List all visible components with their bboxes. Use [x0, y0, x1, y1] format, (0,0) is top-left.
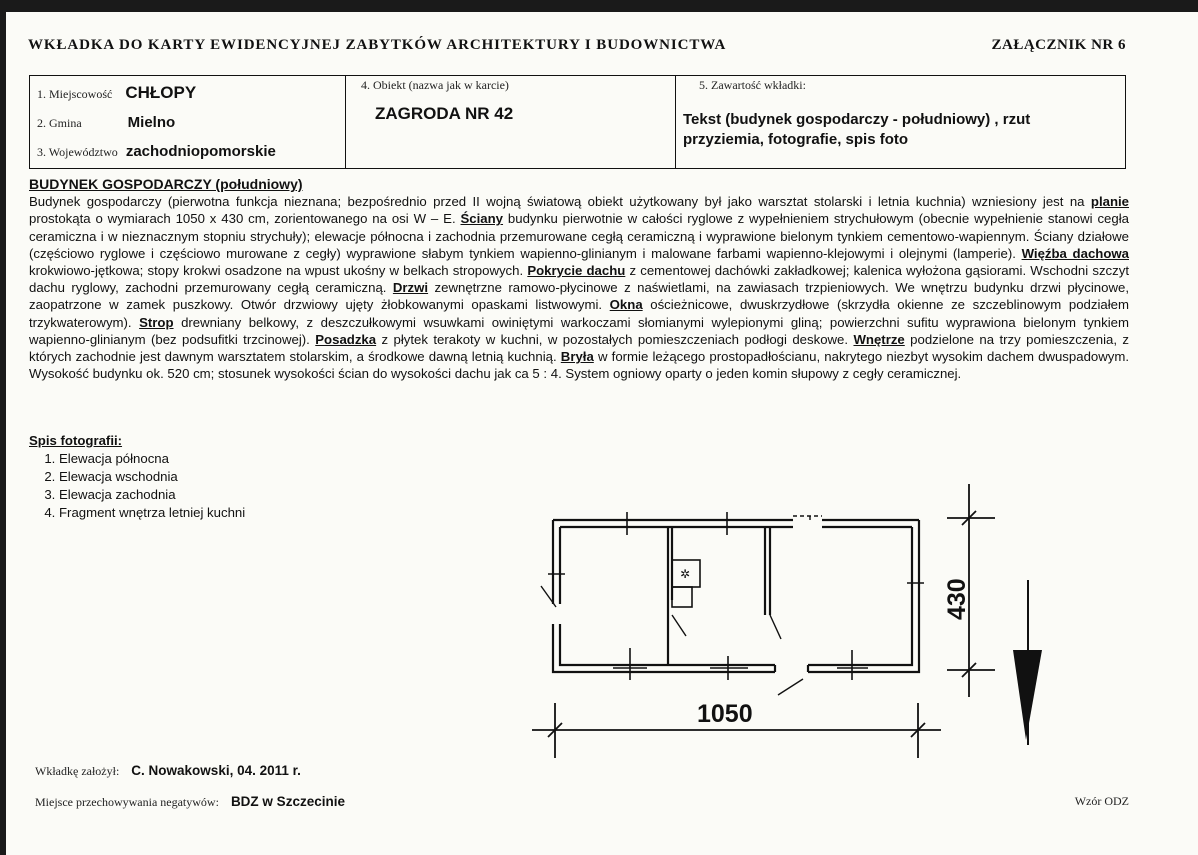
- storage-row: [35, 793, 345, 811]
- description-text: podzielone na trzy pomieszczenia, z których zachodnie jest dawnym warsztatem stolarskim, a środkowe dawną letnią kuchnią.: [29, 331, 1130, 365]
- keyword-walls: Ściany: [460, 211, 504, 227]
- list-item: 1. Elewacja północna: [59, 450, 245, 468]
- storage-value: BDZ w Szczecinie: [230, 794, 345, 809]
- photo-list-heading: Spis fotografii:: [29, 433, 123, 448]
- chimney-icon: ✲: [680, 567, 691, 581]
- description-text: prostokąta o wymiarach 1050 x 430 cm, zorientowanego na osi W – E.: [29, 211, 461, 227]
- keyword-interior: Wnętrze: [853, 331, 905, 347]
- commune-label: 2. Gmina: [37, 116, 82, 130]
- description-text: budynku pierwotnie w całości ryglowe z wypełnieniem strychułowym (obecnie wypełnienie stanowi cegła ceramiczna i w nieznacznym stopniu strychuły); elewacje północna i zachodnia przemurowane cegłą ceramiczną i wyprawione bielonym tynkiem cementowo-wapiennym. Ściany działowe (częściowo ryglowe i częściowo murowane z cegły) wyprawione słabym tynkiem wapienno-glinianym i malowane farbami wapienno-klejowymi i olejnymi (lamperie).: [29, 211, 1129, 261]
- width-dimension: 1050: [697, 700, 753, 728]
- locality-value: CHŁOPY: [125, 83, 197, 102]
- description-text: zewnętrzne ramowo-płycinowe z naświetlami, na zawiasach trzpieniowych. We wnętrzu budynku drzwi płycinowe, zaopatrzone w zamek puszkowy. Otwór drzwiowy ujęty żłobkowanymi opaskami listwowymi.: [29, 280, 1129, 313]
- list-item: 2. Elewacja wschodnia: [59, 468, 245, 486]
- commune-value: Mielno: [127, 114, 176, 131]
- keyword-roofing: Pokrycie dachu: [527, 263, 626, 279]
- description-text: w formie leżącego prostopadłościanu, nakrytego niezbyt wysokim dachem dwuspadowym. Wysokość budynku ok. 520 cm; stosunek wysokości ścian do wysokości dachu jak ca 5 : 4. System ogniowy oparty o jeden komin słupowy z cegły ceramicznej.: [29, 349, 1129, 382]
- document-title: WKŁADKA DO KARTY EWIDENCYJNEJ ZABYTKÓW ARCHITEKTURY I BUDOWNICTWA: [28, 37, 727, 53]
- contents-value-line1: Tekst (budynek gospodarczy - południowy) , rzut: [683, 111, 1031, 128]
- attachment-number: ZAŁĄCZNIK NR 6: [991, 37, 1126, 53]
- list-item: 3. Elewacja zachodnia: [59, 486, 245, 504]
- object-value: ZAGRODA NR 42: [375, 104, 514, 123]
- depth-dimension: 430: [943, 578, 971, 620]
- description-text: ościeżnicowe, dwuskrzydłowe (skrzydła okienne ze szczeblinowym podziałem trzykwaterowym).: [29, 297, 1129, 330]
- north-arrow-icon: [1013, 580, 1042, 745]
- province-value: zachodniopomorskie: [125, 143, 276, 160]
- storage-label: Miejsce przechowywania negatywów:: [35, 795, 219, 809]
- locality-label: 1. Miejscowość: [37, 87, 113, 101]
- description-heading: BUDYNEK GOSPODARCZY (południowy): [29, 176, 303, 192]
- author-row: [35, 762, 301, 780]
- description-text: z cementowej dachówki zakładkowej; kalenica wyłożona gąsiorami. Wschodni szczyt dachu ryglowy, zachodni przemurowany cegłą ceramiczną.: [29, 263, 1129, 296]
- description-text: Budynek gospodarczy (pierwotna funkcja nieznana; bezpośrednio przed II wojną światową obiekt użytkowany był jako warsztat stolarski i letnia kuchnia) wzniesiony jest na: [29, 194, 1091, 210]
- keyword-ceiling: Strop: [139, 314, 174, 330]
- description-text: drewniany belkowy, z deszczułkowymi wsuwkami owiniętymi warkoczami słomianymi wylepionymi gliną; powierzchni sufitu wyprawiona bielonym tynkiem wapienno-glinianym (bez podsufitki trzcinowej).: [29, 314, 1129, 347]
- description-text: z płytek terakoty w kuchni, w pozostałych pomieszczeniach podłogi deskowe.: [376, 331, 854, 347]
- keyword-windows: Okna: [609, 297, 643, 313]
- keyword-mass: Bryła: [560, 349, 594, 365]
- list-item: 4. Fragment wnętrza letniej kuchni: [59, 504, 245, 522]
- contents-label: 5. Zawartość wkładki:: [699, 78, 806, 92]
- author-label: Wkładkę założył:: [35, 764, 120, 778]
- template-name: Wzór ODZ: [1074, 794, 1129, 808]
- province-label: 3. Województwo: [37, 145, 118, 159]
- author-value: C. Nowakowski, 04. 2011 r.: [131, 763, 301, 778]
- object-label: 4. Obiekt (nazwa jak w karcie): [361, 78, 509, 92]
- description-text: krokwiowo-jętkowa; stopy krokwi osadzone na wpust ukośny w belkach stropowych.: [29, 263, 528, 279]
- contents-value-line2: przyziemia, fotografie, spis foto: [683, 131, 909, 148]
- keyword-floor: Posadzka: [315, 331, 377, 347]
- keyword-roof-frame: Więźba dachowa: [1021, 245, 1129, 261]
- keyword-doors: Drzwi: [392, 280, 429, 296]
- keyword-plan: planie: [1090, 194, 1129, 210]
